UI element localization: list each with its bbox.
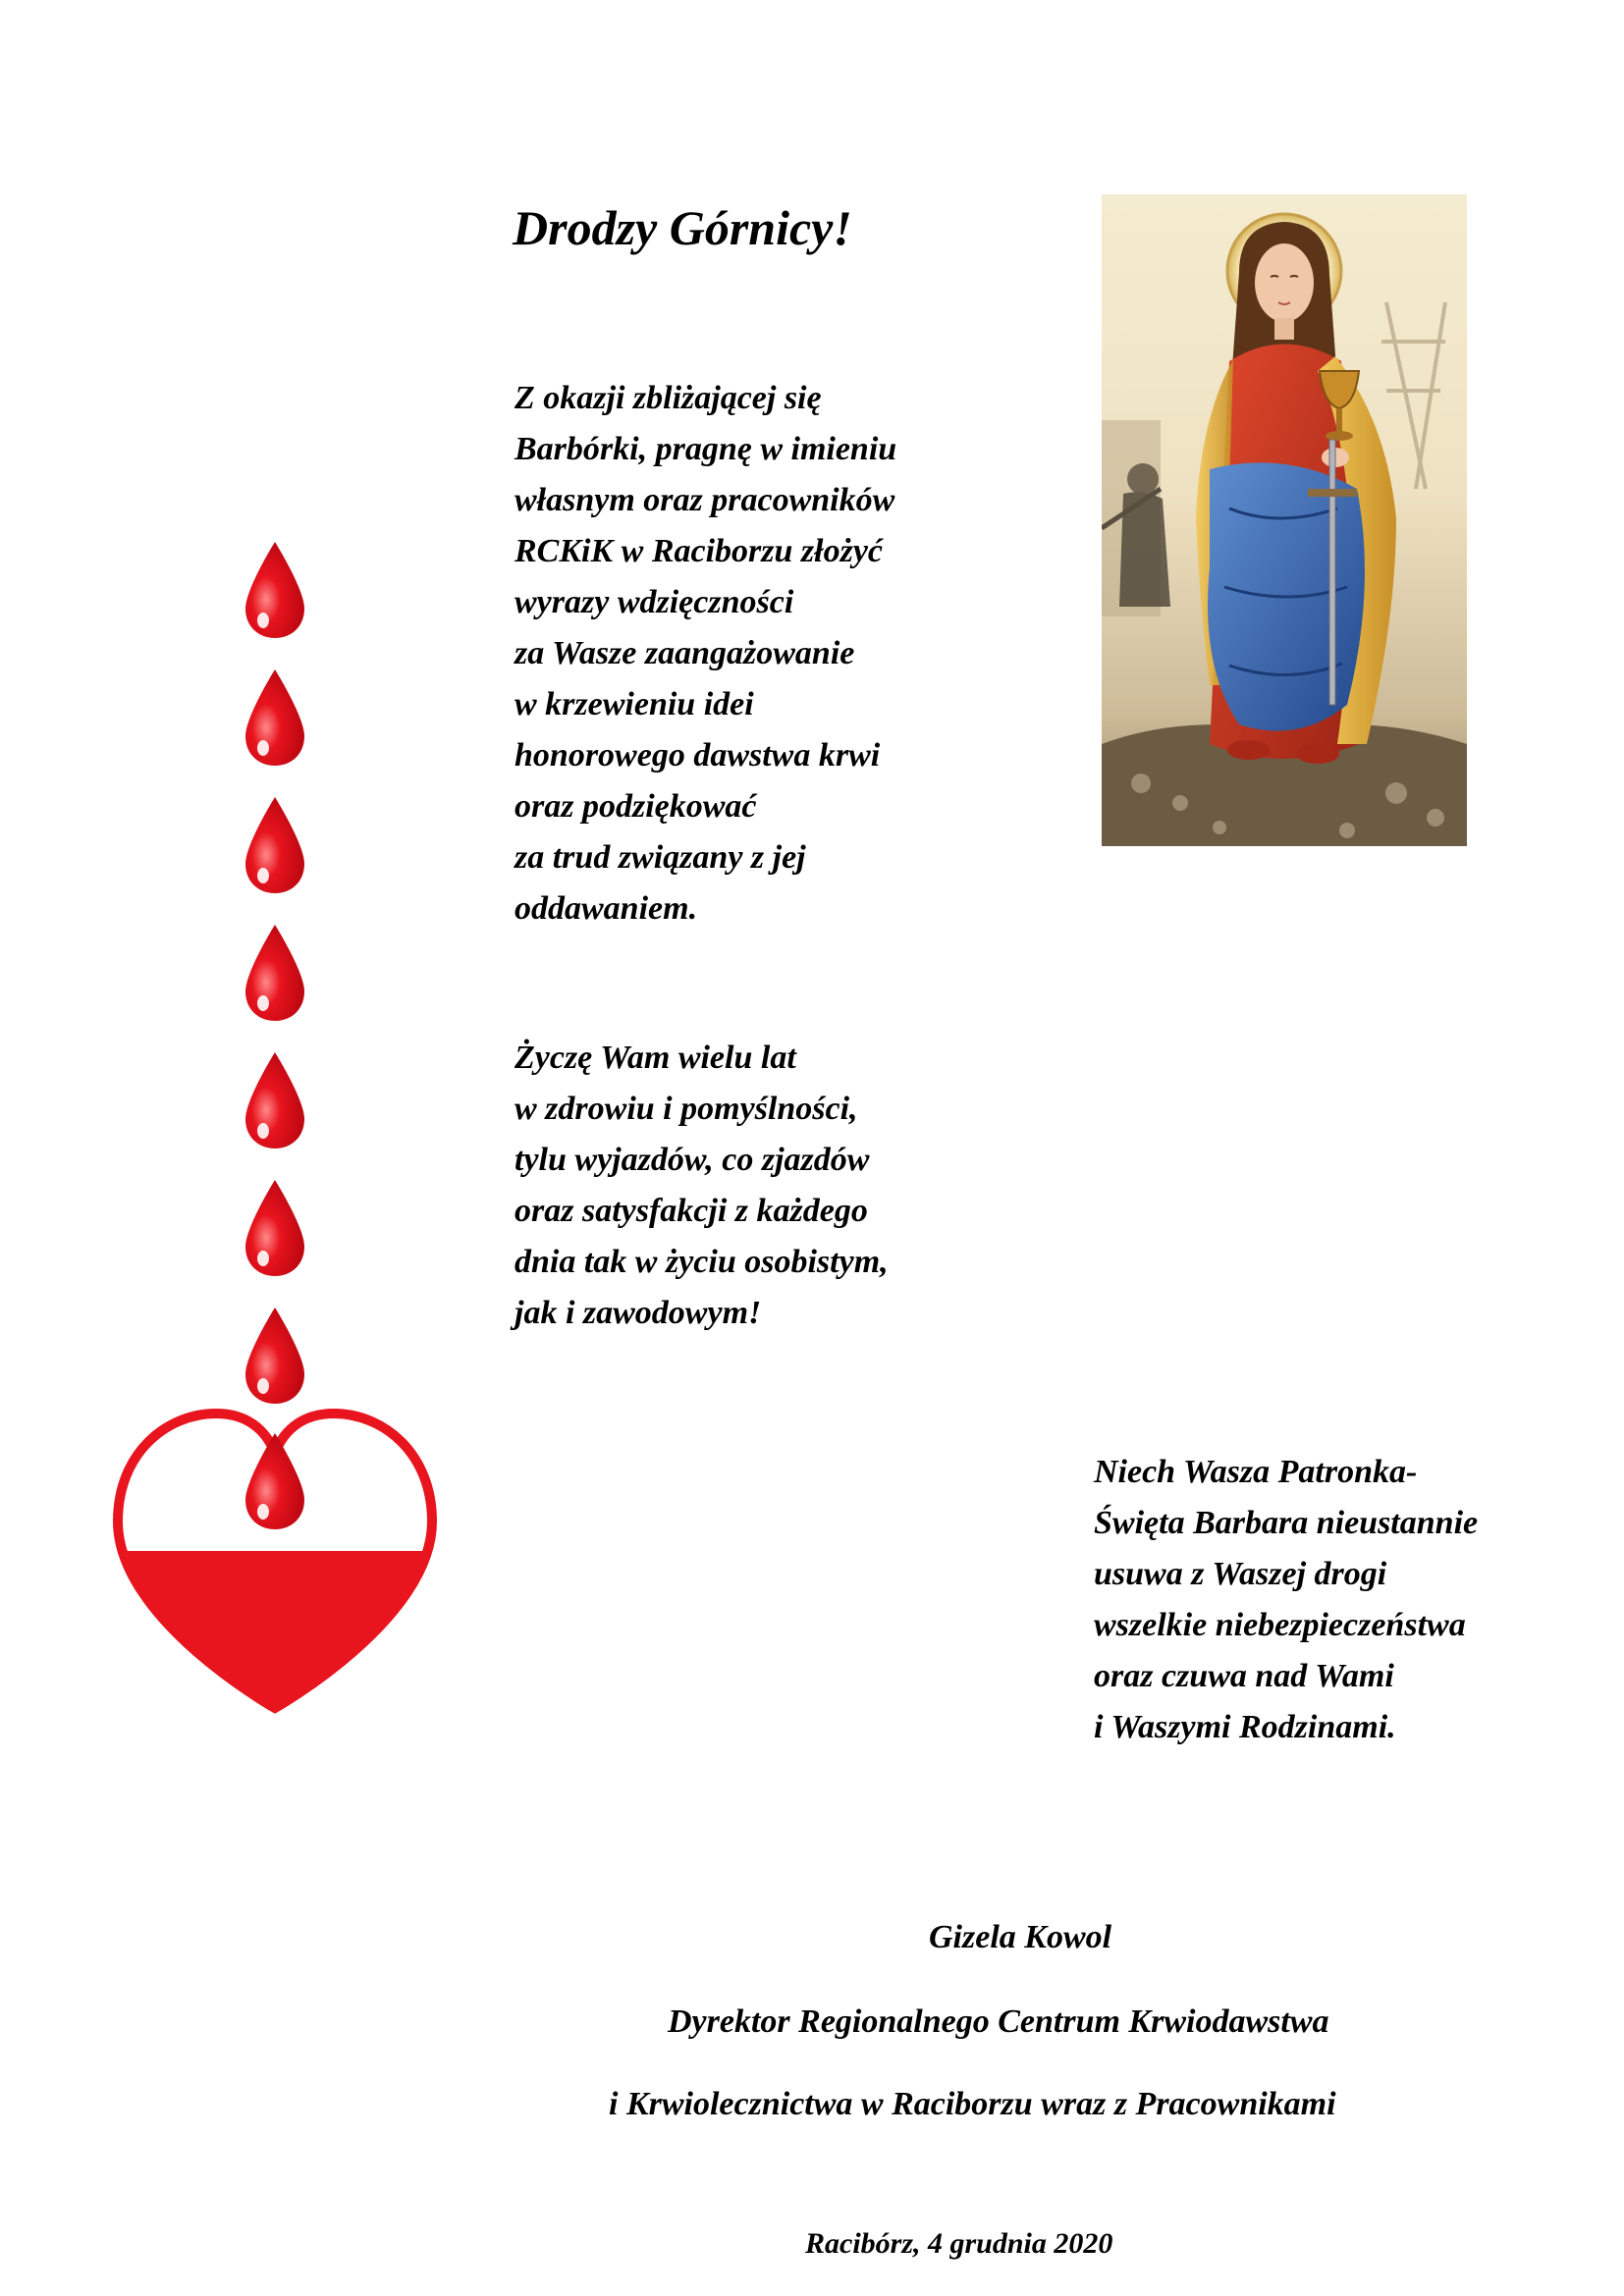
signature-title-line2: i Krwiolecznictwa w Raciborzu wraz z Pracownikami [609, 2086, 1336, 2122]
text-line: oraz czuwa nad Wami [1094, 1658, 1394, 1694]
blood-drop-icon [245, 797, 304, 893]
text-line: tylu wyjazdów, co zjazdów [514, 1142, 870, 1178]
text-line: Z okazji zbliżającej się [514, 380, 822, 416]
text-line: oddawaniem. [514, 890, 698, 927]
text-line: dnia tak w życiu osobistym, [514, 1244, 889, 1280]
blood-drop-icon [245, 1308, 304, 1404]
text-line: w krzewieniu idei [514, 686, 754, 722]
blood-drop-icon [245, 925, 304, 1021]
saint-barbara-picture [1102, 194, 1467, 846]
signature-name: Gizela Kowol [929, 1919, 1112, 1955]
text-line: Życzę Wam wielu lat [514, 1040, 796, 1076]
text-line: za trud związany z jej [514, 839, 806, 876]
text-line: wszelkie niebezpieczeństwa [1094, 1607, 1466, 1643]
text-line: Barbórki, pragnę w imieniu [514, 431, 897, 467]
text-line: honorowego dawstwa krwi [514, 737, 881, 774]
blood-drop-icon [245, 1052, 304, 1148]
text-line: własnym oraz pracowników [514, 482, 895, 518]
blood-drops-graphic [98, 540, 452, 1718]
blood-drop-icon [245, 542, 304, 638]
text-line: usuwa z Waszej drogi [1094, 1556, 1387, 1592]
heart-icon [98, 1414, 452, 1718]
text-line: oraz podziękować [514, 788, 757, 825]
paragraph-patroness [1094, 1447, 1478, 1753]
paragraph-thanks [514, 373, 896, 934]
paragraph-wishes [514, 1033, 889, 1339]
blood-drop-icon [245, 1180, 304, 1276]
text-line: RCKiK w Raciborzu złożyć [514, 533, 884, 569]
text-line: i Waszymi Rodzinami. [1094, 1709, 1396, 1745]
text-line: za Wasze zaangażowanie [514, 635, 855, 671]
blood-drop-icon [245, 669, 304, 766]
signature-title-line1: Dyrektor Regionalnego Centrum Krwiodawstwa [668, 2003, 1329, 2040]
text-line: jak i zawodowym! [514, 1295, 762, 1331]
text-line: Święta Barbara nieustannie [1094, 1505, 1479, 1541]
text-line: w zdrowiu i pomyślności, [514, 1091, 858, 1127]
text-line: oraz satysfakcji z każdego [514, 1193, 868, 1229]
text-line: Niech Wasza Patronka- [1094, 1454, 1418, 1490]
letter-date: Racibórz, 4 grudnia 2020 [805, 2227, 1113, 2260]
greeting-heading: Drodzy Górnicy! [513, 200, 852, 255]
text-line: wyrazy wdzięczności [514, 584, 794, 620]
